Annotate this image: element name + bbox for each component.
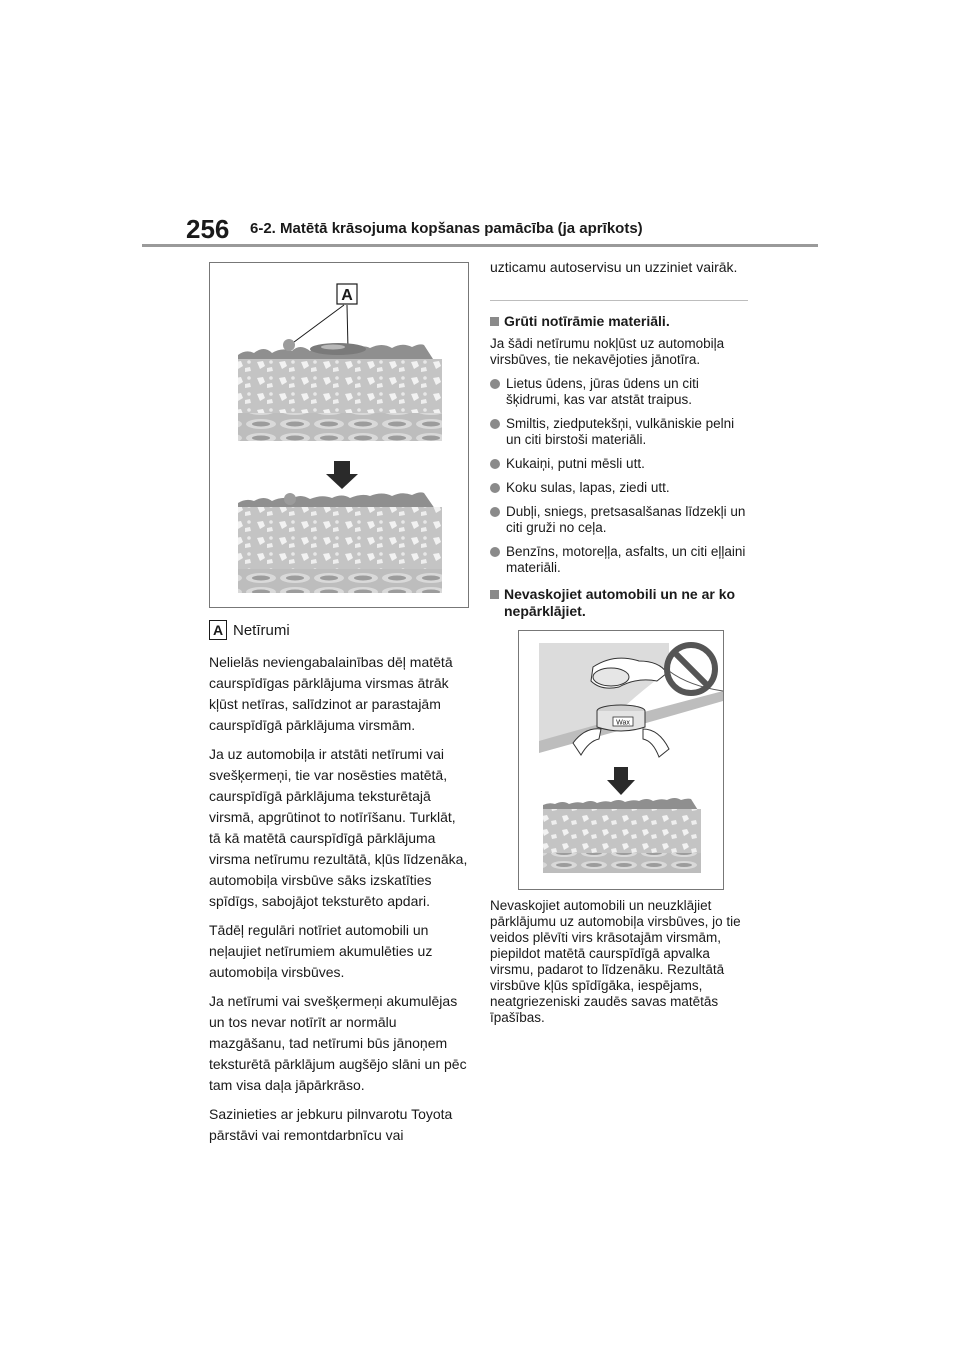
section-title: 6-2. Matētā krāsojuma kopšanas pamācība (ja aprīkots) — [250, 220, 643, 237]
list-item: Dubļi, sniegs, pretsasalšanas līdzekļi un citi gruži no ceļa. — [490, 504, 752, 536]
list-item: Kukaiņi, putni mēsli utt. — [490, 456, 752, 472]
bullet-dot-icon — [490, 507, 500, 517]
list-item: Koku sulas, lapas, ziedi utt. — [490, 480, 752, 496]
callout-legend — [209, 620, 471, 640]
dirt-surface-illustration — [209, 262, 469, 608]
page-header — [0, 0, 960, 250]
square-bullet-icon — [490, 317, 499, 326]
subsection-heading: Grūti notīrāmie materiāli. — [490, 313, 752, 330]
bullet-dot-icon — [490, 379, 500, 389]
bullet-dot-icon — [490, 419, 500, 429]
no-wax-illustration — [518, 630, 724, 890]
bullet-dot-icon — [490, 483, 500, 493]
square-bullet-icon — [490, 590, 499, 599]
section-divider — [490, 300, 748, 301]
paragraph: Ja uz automobiļa ir atstāti netīrumi vai svešķermeņi, tie var nosēsties matētā, caurspīdīgā pārklājuma teksturētajā virsmā, apgrūtinot to notīrīšanu. Turklāt, tā kā matētā caurspīdīgā pārklājuma virsma netīrumu rezultātā, kļūs līdzenāka, automobiļa virsbūve sāks izskatīties spīdīgs, sabojājot teksturēto apdari. — [209, 746, 468, 909]
left-column — [209, 262, 471, 1146]
paragraph: Sazinieties ar jebkuru pilnvarotu Toyota pārstāvi vai remontdarbnīcu vai — [209, 1106, 453, 1143]
bullet-dot-icon — [490, 459, 500, 469]
wax-label: Wax — [616, 719, 630, 727]
bullet-dot-icon — [490, 547, 500, 557]
list-item: Smiltis, ziedputekšņi, vulkāniskie pelni un citi birstoši materiāli. — [490, 416, 752, 448]
paragraph: Tādēļ regulāri notīriet automobili un neļaujiet netīrumiem akumulēties uz automobiļa virsbūves. — [209, 922, 433, 980]
right-column — [490, 256, 752, 1026]
paragraph: Nelielās neviengabalainības dēļ matētā caurspīdīgas pārklājuma virsmas ātrāk kļūst netīras, salīdzinot ar parastajām caurspīdīgā pārklājuma virsmām. — [209, 654, 453, 733]
paragraph: Nevaskojiet automobili un neuzklājiet pārklājumu uz automobiļa virsbūves, jo tie veidos plēvīti virs krāsotajām virsmām, piepildot matētā caurspīdīgā apvalka virsmu, padarot to līdzenāku. Rezultātā virsbūve kļūs spīdīgāka, iespējams, neatgriezeniski zaudēs savas matētās īpašības. — [490, 898, 741, 1025]
no-wax-diagram-svg — [519, 631, 723, 889]
callout-label: Netīrumi — [233, 621, 290, 639]
subsection-intro: Ja šādi netīrumu nokļūst uz automobiļa virsbūves, tie nekavējoties jānotīra. — [490, 336, 725, 367]
list-item: Lietus ūdens, jūras ūdens un citi šķidrumi, kas var atstāt traipus. — [490, 376, 752, 408]
figure-label-a: A — [341, 287, 353, 304]
callout-badge-a: A — [209, 620, 227, 640]
header-divider — [142, 244, 818, 247]
dirt-diagram-svg — [210, 263, 468, 607]
list-item: Benzīns, motoreļļa, asfalts, un citi eļļaini materiāli. — [490, 544, 752, 576]
paragraph: Ja netīrumi vai svešķermeņi akumulējas un tos nevar notīrīt ar normālu mazgāšanu, tad netīrumi būs jānoņem teksturētā pārklājum augšējo slāni un pēc tam visa daļa jāpārkrāso. — [209, 993, 467, 1093]
page-number: 256 — [186, 214, 230, 244]
subsection-heading: Nevaskojiet automobili un ne ar ko nepārklājiet. — [490, 586, 752, 620]
continued-text: uzticamu autoservisu un uzziniet vairāk. — [490, 259, 738, 275]
